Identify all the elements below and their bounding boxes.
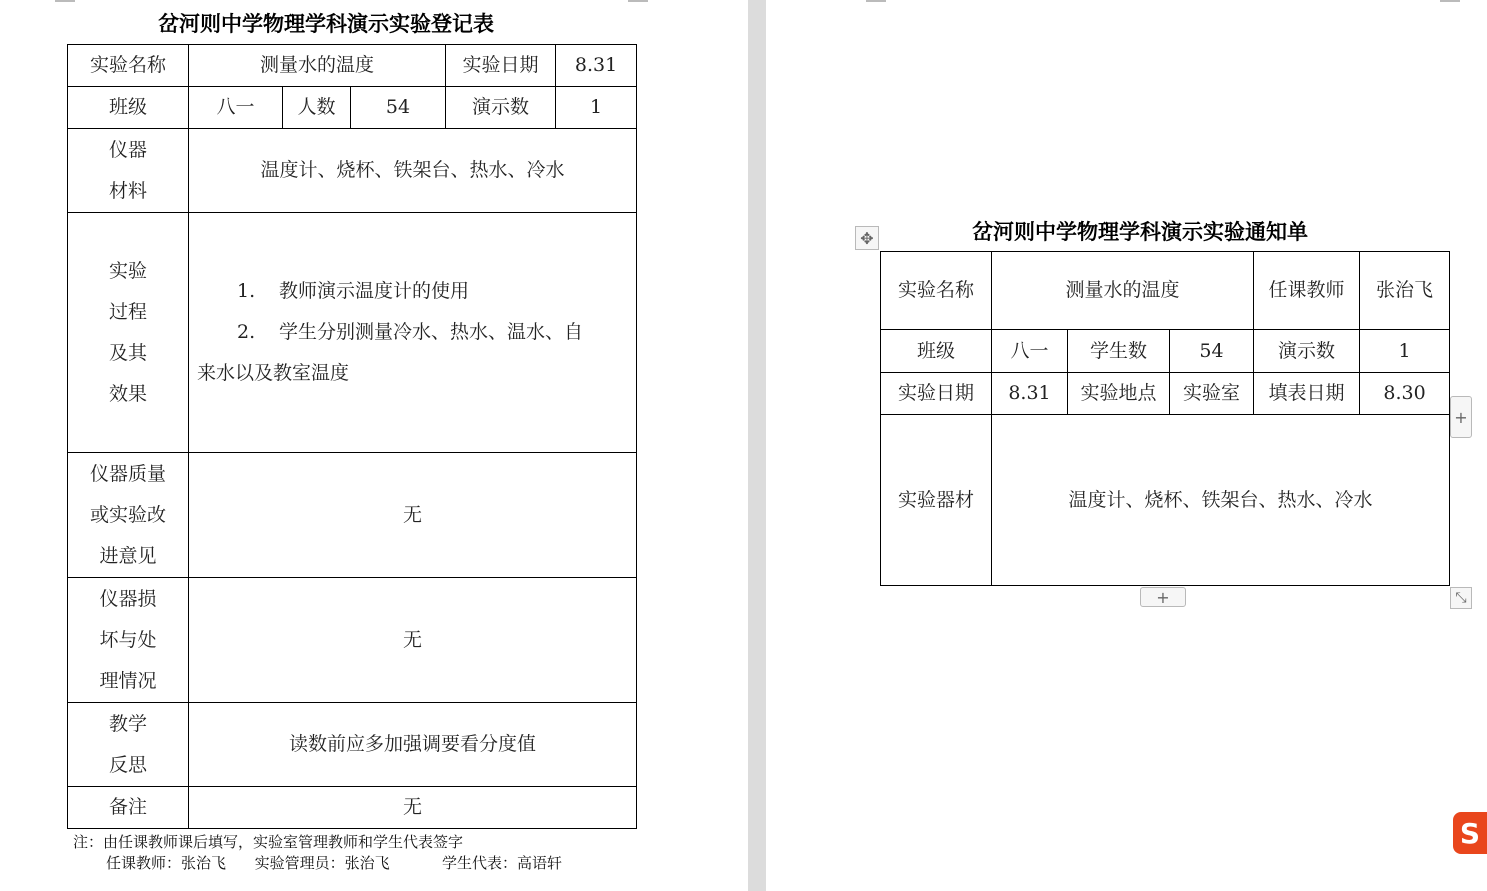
- label-line: 进意见: [99, 544, 157, 567]
- label-line: 过程: [108, 300, 147, 323]
- label-line: 效果: [108, 382, 147, 405]
- register-note: 注：由任课教师课后填写，实验室管理教师和学生代表签字: [73, 833, 464, 851]
- cell-fill-date-value[interactable]: 8.30: [1360, 373, 1450, 415]
- cell-reflection-label[interactable]: [68, 703, 189, 787]
- cell-damage-label[interactable]: [68, 578, 189, 703]
- cell-materials-label[interactable]: [68, 129, 189, 213]
- cell-class-label[interactable]: 班级: [881, 330, 992, 373]
- cell-demo-value[interactable]: 1: [1360, 330, 1450, 373]
- cell-teacher-label[interactable]: 任课教师: [1254, 252, 1360, 330]
- table-row: [68, 87, 637, 129]
- register-signatures: 任课教师：张治飞 实验管理员：张治飞 学生代表：高语轩: [106, 854, 563, 872]
- sogou-input-logo-icon[interactable]: S: [1453, 812, 1487, 854]
- table-row: [881, 330, 1450, 373]
- cell-equipment-label[interactable]: 实验器材: [881, 415, 992, 586]
- cell-place-value[interactable]: 实验室: [1170, 373, 1254, 415]
- label-line: 理情况: [99, 669, 157, 692]
- label-line: 仪器: [108, 138, 147, 161]
- table-row: [68, 578, 637, 703]
- table-row: [68, 787, 637, 829]
- process-step-1: [189, 271, 636, 312]
- cell-name-value[interactable]: 测量水的温度: [992, 252, 1254, 330]
- cell-demo-label[interactable]: 演示数: [446, 87, 556, 129]
- cell-demo-label[interactable]: 演示数: [1254, 330, 1360, 373]
- cell-date-label[interactable]: 实验日期: [446, 45, 556, 87]
- cell-date-value[interactable]: 8.31: [556, 45, 637, 87]
- table-row: [881, 415, 1450, 586]
- cell-quality-label[interactable]: [68, 453, 189, 578]
- process-step-2: [189, 312, 636, 353]
- label-line: 坏与处: [99, 628, 157, 651]
- label-line: 反思: [108, 753, 147, 776]
- cell-people-value[interactable]: 54: [351, 87, 446, 129]
- cell-place-label[interactable]: 实验地点: [1068, 373, 1170, 415]
- table-row: [68, 129, 637, 213]
- cell-date-label[interactable]: 实验日期: [881, 373, 992, 415]
- table-row: [68, 213, 637, 453]
- table-row: [68, 45, 637, 87]
- table-move-handle-icon[interactable]: ✥: [855, 226, 879, 250]
- table-resize-handle-icon[interactable]: ⤡: [1450, 587, 1472, 609]
- cell-process-label[interactable]: [68, 213, 189, 453]
- label-line: 及其: [108, 341, 147, 364]
- cell-equipment-value[interactable]: 温度计、烧杯、铁架台、热水、冷水: [992, 415, 1450, 586]
- table-row: [881, 373, 1450, 415]
- cell-process-value[interactable]: [189, 213, 637, 453]
- table-row: [68, 703, 637, 787]
- label-line: 实验: [108, 259, 147, 282]
- page-corner-mark: [866, 0, 886, 2]
- cell-teacher-value[interactable]: 张治飞: [1360, 252, 1450, 330]
- label-line: 教学: [108, 712, 147, 735]
- page-gutter: [748, 0, 766, 891]
- cell-remark-value[interactable]: 无: [189, 787, 637, 829]
- step-text: 学生分别测量冷水、热水、温水、自: [279, 321, 584, 343]
- label-line: 或实验改: [89, 503, 166, 526]
- step-number: 1.: [237, 280, 256, 302]
- add-row-button[interactable]: +: [1140, 587, 1186, 607]
- cell-fill-date-label[interactable]: 填表日期: [1254, 373, 1360, 415]
- cell-date-value[interactable]: 8.31: [992, 373, 1068, 415]
- cell-students-value[interactable]: 54: [1170, 330, 1254, 373]
- label-line: 材料: [108, 179, 147, 202]
- register-table[interactable]: [67, 44, 637, 829]
- cell-damage-value[interactable]: 无: [189, 578, 637, 703]
- cell-reflection-value[interactable]: 读数前应多加强调要看分度值: [189, 703, 637, 787]
- step-number: 2.: [237, 321, 256, 343]
- process-step-2-continued: 来水以及教室温度: [197, 362, 350, 384]
- cell-name-label[interactable]: 实验名称: [68, 45, 189, 87]
- table-row: [68, 453, 637, 578]
- notice-table[interactable]: [880, 251, 1450, 586]
- register-title: 岔河则中学物理学科演示实验登记表: [158, 12, 494, 36]
- page-corner-mark: [1440, 0, 1460, 2]
- cell-quality-value[interactable]: 无: [189, 453, 637, 578]
- page-corner-mark: [628, 0, 648, 2]
- cell-class-label[interactable]: 班级: [68, 87, 189, 129]
- cell-name-label[interactable]: 实验名称: [881, 252, 992, 330]
- label-line: 仪器损: [99, 587, 157, 610]
- cell-demo-value[interactable]: 1: [556, 87, 637, 129]
- cell-name-value[interactable]: 测量水的温度: [189, 45, 446, 87]
- cell-people-label[interactable]: 人数: [283, 87, 351, 129]
- step-text: 教师演示温度计的使用: [279, 280, 470, 302]
- cell-remark-label[interactable]: 备注: [68, 787, 189, 829]
- page-corner-mark: [55, 0, 75, 2]
- cell-materials-value[interactable]: 温度计、烧杯、铁架台、热水、冷水: [189, 129, 637, 213]
- label-line: 仪器质量: [89, 462, 166, 485]
- cell-class-value[interactable]: 八一: [992, 330, 1068, 373]
- cell-class-value[interactable]: 八一: [189, 87, 283, 129]
- add-column-button[interactable]: +: [1450, 396, 1472, 438]
- notice-title: 岔河则中学物理学科演示实验通知单: [972, 220, 1308, 244]
- cell-students-label[interactable]: 学生数: [1068, 330, 1170, 373]
- table-row: [881, 252, 1450, 330]
